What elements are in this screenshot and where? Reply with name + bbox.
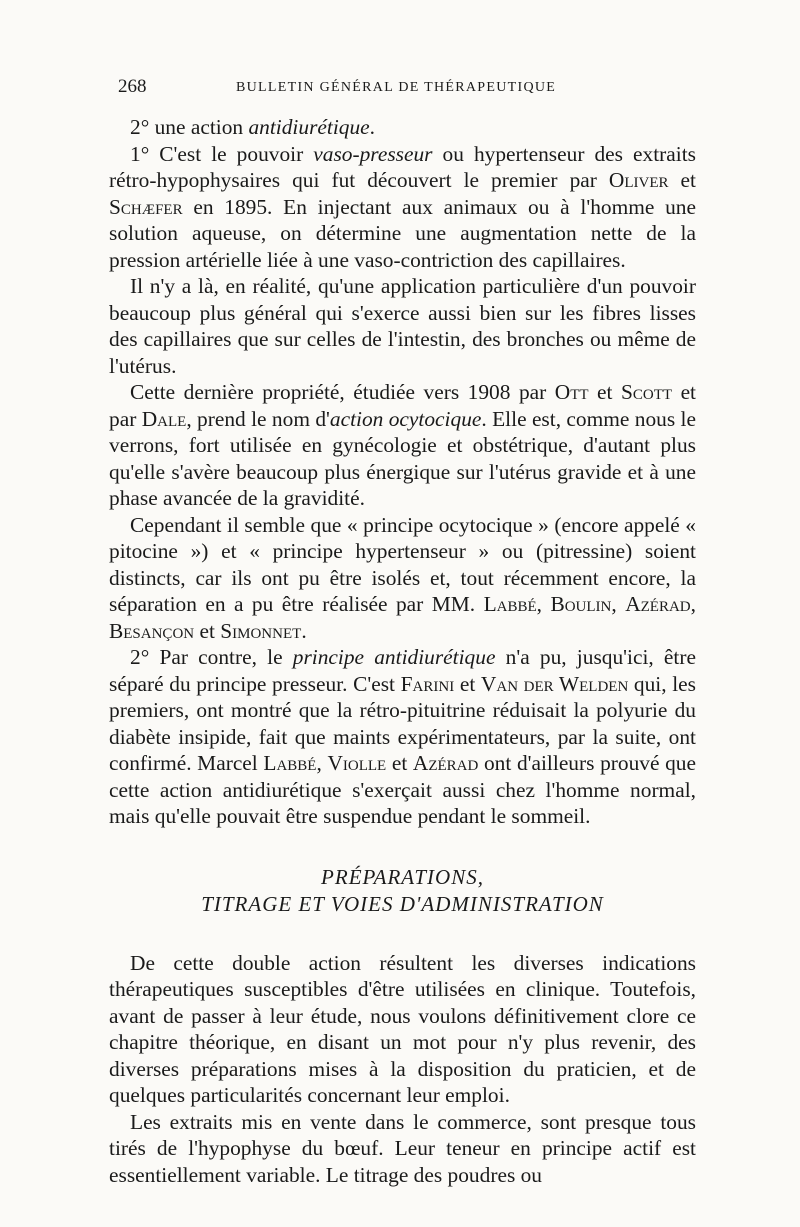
paragraph-5: Cependant il semble que « principe ocytocique » (encore appelé « pitocine ») et « principe hypertenseur » ou (pitressine) soient distincts, car ils ont pu être isolés et, tout récemment encore, la séparation en a pu être réalisée par MM. Labbé, Boulin, Azérad, Besançon et Simonnet.: [109, 512, 696, 643]
paragraph-4: Cette dernière propriété, étudiée vers 1908 par Ott et Scott et par Dale, prend le nom d'action ocytocique. Elle est, comme nous le verrons, fort utilisée en gynécologie et obstétrique, d'autant plus qu'elle s'avère beaucoup plus énergique sur l'utérus gravide et à une phase avancée de la gravidité.: [109, 380, 697, 510]
paragraph-3: Il n'y a là, en réalité, qu'une application particulière d'un pouvoir beaucoup plus général qui s'exerce aussi bien sur les fibres lisses des capillaires que sur celles de l'intestin, des bronches ou même de l'utérus.: [109, 274, 696, 378]
paragraph-8: Les extraits mis en vente dans le commerce, sont presque tous tirés de l'hypophyse du bœuf. Leur teneur en principe actif est essentiellement variable. Le titrage des poudres ou: [109, 1109, 696, 1187]
paragraph-2: 1° C'est le pouvoir vaso-presseur ou hypertenseur des extraits rétro-hypophysaires qui fut découvert le premier par Oliver et Schæfer en 1895. En injectant aux animaux ou à l'homme une solution aqueuse, on détermine une augmentation nette de la pression artérielle liée à une vaso-contriction des capillaires.: [109, 141, 696, 272]
page-header: [118, 74, 696, 104]
section-heading: [109, 864, 696, 918]
page-number: 268: [118, 76, 147, 97]
section-heading-line-1: PRÉPARATIONS,: [321, 864, 484, 889]
paragraph-1: 2° une action antidiurétique.: [130, 115, 376, 139]
section-heading-line-2: TITRAGE ET VOIES D'ADMINISTRATION: [201, 891, 604, 916]
paragraph-6: 2° Par contre, le principe antidiurétique n'a pu, jusqu'ici, être séparé du principe presseur. C'est Farini et Van der Welden qui, les premiers, ont montré que la rétro-pituitrine réduisait la polyurie du diabète insipide, fait que maints expérimentateurs, par la suite, ont confirmé. Marcel Labbé, Violle et Azérad ont d'ailleurs prouvé que cette action antidiurétique s'exerçait aussi chez l'homme normal, mais qu'elle pouvait être suspendue pendant le sommeil.: [109, 645, 697, 828]
running-title: BULLETIN GÉNÉRAL DE THÉRAPEUTIQUE: [236, 80, 557, 95]
paragraph-7: De cette double action résultent les diverses indications thérapeutiques susceptibles d'être utilisées en clinique. Toutefois, avant de passer à leur étude, nous voulons définitivement clore ce chapitre théorique, en disant un mot pour n'y plus revenir, des diverses préparations mises à la disposition du praticien, et de quelques particularités concernant leur emploi.: [109, 950, 696, 1107]
body-text: [109, 114, 696, 1188]
